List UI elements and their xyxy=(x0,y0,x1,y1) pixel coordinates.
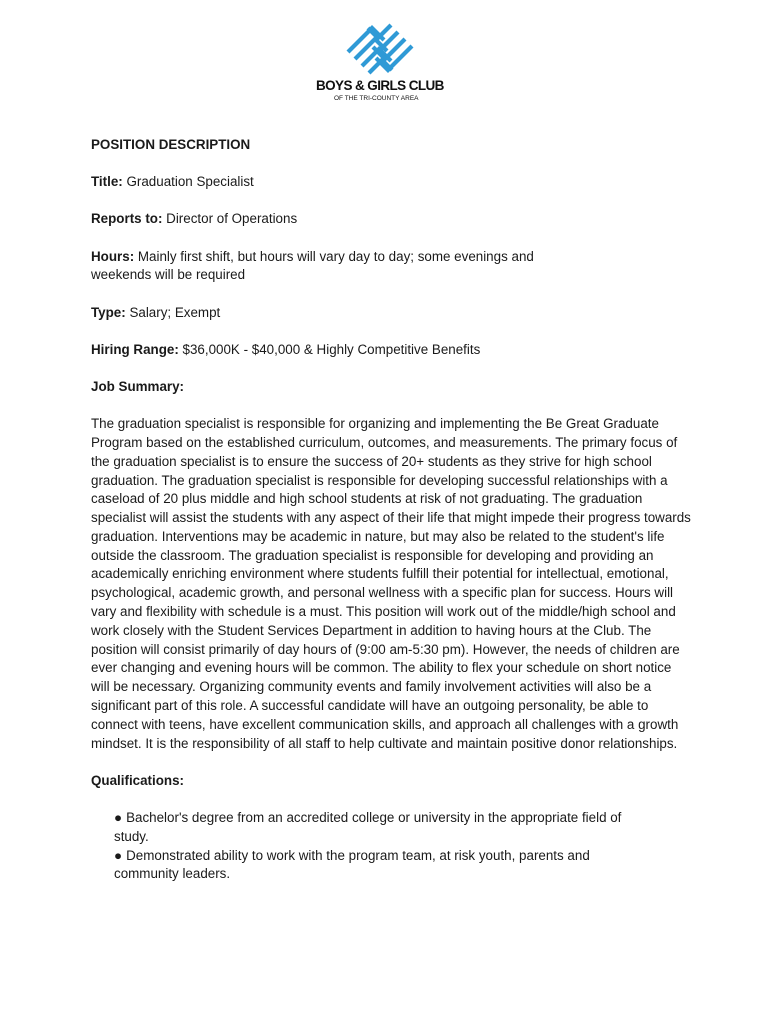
job-summary-heading: Job Summary: xyxy=(91,378,185,394)
org-tagline: OF THE TRI-COUNTY AREA xyxy=(334,95,419,102)
list-item xyxy=(114,809,654,847)
hours-label: Hours: xyxy=(91,248,135,264)
qualifications-heading: Qualifications: xyxy=(91,772,185,788)
hiring-range-value: $36,000K - $40,000 & Highly Competitive Benefits xyxy=(182,341,481,357)
org-name: BOYS & GIRLS CLUB xyxy=(316,78,444,93)
title-field xyxy=(91,173,691,192)
qualifications-list xyxy=(114,809,654,884)
type-value: Salary; Exempt xyxy=(129,304,221,320)
hands-logo-icon xyxy=(342,16,418,82)
reports-label: Reports to: xyxy=(91,211,163,227)
page-title: POSITION DESCRIPTION xyxy=(91,137,251,152)
list-item xyxy=(114,847,654,885)
reports-field xyxy=(91,210,691,229)
type-field xyxy=(91,304,691,323)
document-body xyxy=(91,136,691,884)
qualification-text: Bachelor's degree from an accredited college or university in the appropriate field of study. xyxy=(114,810,622,844)
bullet-icon: ● xyxy=(114,847,123,863)
title-value: Graduation Specialist xyxy=(126,174,254,190)
reports-value: Director of Operations xyxy=(166,211,298,227)
job-summary-text: The graduation specialist is responsible for organizing and implementing the Be Great Graduate Program based on the established curriculum, outcomes, and measurements. The primary focus of the graduation specialist is to ensure the success of 20+ students as they strive for high school graduation. The graduation specialist is responsible for developing successful relationships with a caseload of 20 plus middle and high school students at risk of not graduating. The graduation specialist will assist the students with any aspect of their life that might impede their progress towards graduation. Interventions may be academic in nature, but may also be related to the student's life outside the classroom. The graduation specialist is responsible for developing and providing an academically enriching environment where students fulfill their potential for intellectual, emotional, psychological, academic growth, and personal wellness with a specific plan for success. Hours will vary and flexibility with schedule is a must. This position will work out of the middle/high school and work closely with the Student Services Department in addition to having hours at the Club. The position will consist primarily of day hours of (9:00 am-5:30 pm). However, the needs of children are ever changing and evening hours will be common. The ability to flex your schedule on short notice will be necessary. Organizing community events and family involvement activities will also be a significant part of this role. A successful candidate will have an outgoing personality, be able to connect with teens, have excellent communication skills, and approach all challenges with a growth mindset. It is the responsibility of all staff to help cultivate and maintain positive donor relationships. xyxy=(91,416,691,751)
hours-field xyxy=(91,248,561,286)
title-label: Title: xyxy=(91,174,123,190)
hiring-range-label: Hiring Range: xyxy=(91,341,179,357)
qualification-text: Demonstrated ability to work with the program team, at risk youth, parents and community leaders. xyxy=(114,847,590,882)
hiring-range-field xyxy=(91,341,691,360)
hours-value: Mainly first shift, but hours will vary day to day; some evenings and weekends will be required xyxy=(91,248,534,283)
org-logo xyxy=(316,16,456,120)
bullet-icon: ● xyxy=(114,810,123,826)
type-label: Type: xyxy=(91,304,126,320)
